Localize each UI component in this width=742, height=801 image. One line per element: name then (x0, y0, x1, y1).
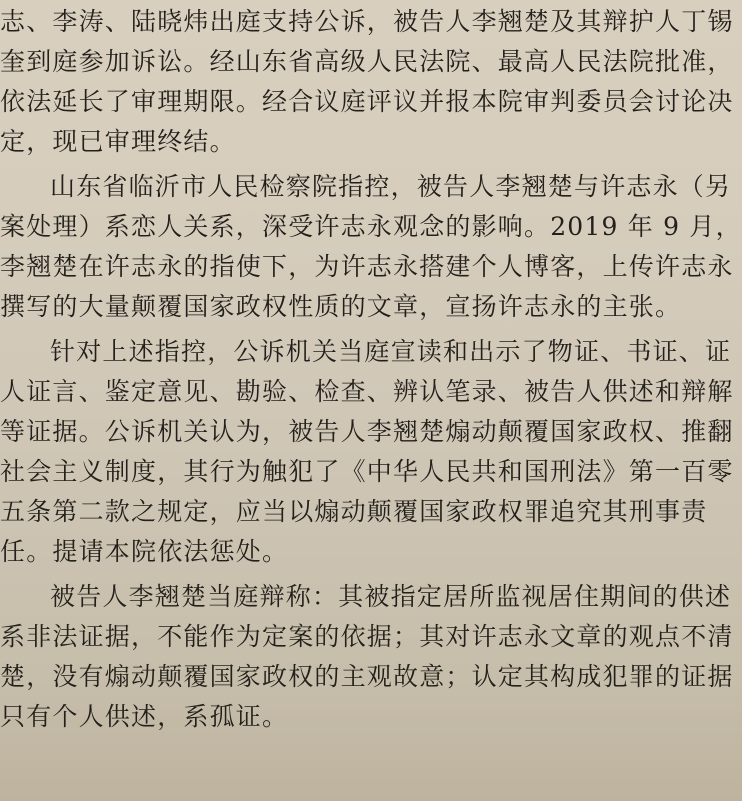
text-line-6: 案处理）系恋人关系，深受许志永观念的影响。2019 年 9 月， (0, 212, 742, 241)
text-line-2: 奎到庭参加诉讼。经山东省高级人民法院、最高人民法院批准， (0, 47, 734, 76)
text-line-9: 针对上述指控，公诉机关当庭宣读和出示了物证、书证、证 (50, 337, 732, 366)
text-line-11: 等证据。公诉机关认为，被告人李翘楚煽动颠覆国家政权、推翻 (0, 417, 734, 446)
text-line-12: 社会主义制度，其行为触犯了《中华人民共和国刑法》第一百零 (0, 457, 734, 486)
text-line-14: 任。提请本院依法惩处。 (0, 537, 289, 566)
text-line-3: 依法延长了审理期限。经合议庭评议并报本院审判委员会讨论决 (0, 87, 734, 116)
text-line-13: 五条第二款之规定，应当以煽动颠覆国家政权罪追究其刑事责 (0, 497, 708, 526)
text-line-7: 李翘楚在许志永的指使下，为许志永搭建个人博客，上传许志永 (0, 252, 734, 281)
text-line-18: 只有个人供述，系孤证。 (0, 702, 289, 731)
text-line-8: 撰写的大量颠覆国家政权性质的文章，宣扬许志永的主张。 (0, 292, 682, 321)
text-line-1: 志、李涛、陆晓炜出庭支持公诉，被告人李翘楚及其辩护人丁锡 (0, 7, 734, 36)
text-line-17: 楚，没有煽动颠覆国家政权的主观故意；认定其构成犯罪的证据 (0, 662, 734, 691)
text-line-5: 山东省临沂市人民检察院指控，被告人李翘楚与许志永（另 (50, 172, 732, 201)
text-line-15: 被告人李翘楚当庭辩称：其被指定居所监视居住期间的供述 (50, 582, 732, 611)
text-line-4: 定，现已审理终结。 (0, 127, 236, 156)
text-line-10: 人证言、鉴定意见、勘验、检查、辨认笔录、被告人供述和辩解 (0, 377, 734, 406)
text-line-16: 系非法证据，不能作为定案的依据；其对许志永文章的观点不清 (0, 622, 734, 651)
